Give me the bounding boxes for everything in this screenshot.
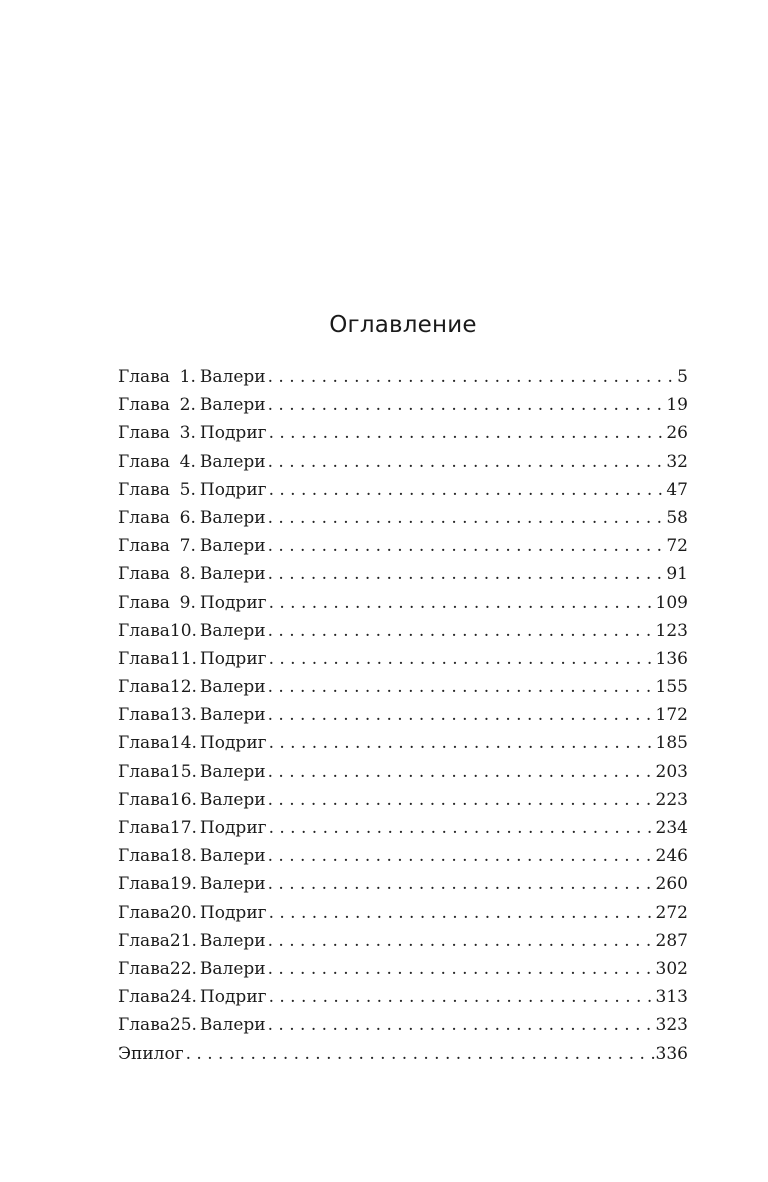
toc-entry-prefix: Глава	[118, 902, 170, 923]
toc-entry-number: 9.	[179, 592, 196, 613]
toc-entry-number: 22.	[169, 958, 197, 979]
toc-entry-label	[118, 617, 268, 645]
toc-entry-label	[118, 814, 269, 842]
toc-entry-prefix: Глава	[118, 761, 170, 782]
toc-entry-label	[118, 870, 268, 898]
toc-entry-name: Валери	[199, 507, 266, 528]
toc-entry-page: 185	[655, 733, 688, 754]
toc-entry	[118, 1011, 688, 1039]
toc-entry-label	[118, 532, 268, 560]
toc-entry-prefix: Глава	[118, 395, 170, 416]
toc-entry-name: Валери	[199, 705, 266, 726]
toc-entry-label	[118, 589, 269, 617]
toc-entry-name: Эпилог	[118, 1043, 184, 1064]
toc-leader-dots	[269, 729, 655, 757]
toc-entry-page: 287	[655, 930, 688, 951]
toc-entry-name: Подриг	[199, 423, 267, 444]
toc-entry-number: 13.	[169, 705, 197, 726]
toc-entry-number: 5.	[179, 479, 196, 500]
toc-entry-prefix: Глава	[118, 451, 170, 472]
toc-leader-dots	[186, 1040, 655, 1068]
toc-entry-prefix: Глава	[118, 874, 170, 895]
toc-entry-page: 5	[677, 367, 688, 387]
toc-entry-label	[118, 391, 268, 419]
toc-entry-name: Валери	[199, 395, 266, 416]
toc-entry	[118, 532, 688, 560]
toc-entry-prefix: Глава	[118, 592, 170, 613]
toc-leader-dots	[268, 701, 655, 729]
toc-entry-name: Валери	[199, 451, 266, 472]
toc-entry	[118, 983, 688, 1011]
toc-entry-name: Валери	[199, 536, 266, 557]
toc-entry-name: Подриг	[199, 733, 267, 754]
toc-entry-prefix: Глава	[118, 367, 170, 387]
toc-entry	[118, 419, 688, 447]
toc-entry	[118, 589, 688, 617]
toc-entry-name: Подриг	[199, 648, 267, 669]
toc-entry	[118, 1040, 688, 1068]
toc-entry-prefix: Глава	[118, 818, 170, 838]
toc-entry-label	[118, 645, 269, 673]
toc-entry	[118, 391, 688, 419]
toc-entry-prefix: Глава	[118, 930, 170, 951]
toc-entry-name: Валери	[199, 958, 266, 979]
toc-leader-dots	[268, 560, 666, 588]
toc-entry	[118, 955, 688, 983]
toc-leader-dots	[268, 870, 655, 898]
toc-title: Оглавление	[329, 312, 477, 338]
toc-entry-page: 72	[666, 536, 688, 557]
toc-entry-label	[118, 955, 268, 983]
toc-entry-label	[118, 758, 268, 786]
toc-leader-dots	[268, 758, 655, 786]
toc-entry	[118, 927, 688, 955]
toc-entry-label	[118, 899, 269, 927]
toc-entry-page: 234	[655, 818, 688, 838]
toc-entry-page: 313	[655, 987, 688, 1008]
toc-entry	[118, 786, 688, 814]
toc-entry-page: 32	[666, 451, 688, 472]
toc-entry-number: 24.	[169, 987, 197, 1008]
toc-entry	[118, 560, 688, 588]
toc-leader-dots	[269, 589, 655, 617]
toc-entry-name: Валери	[199, 1015, 266, 1036]
toc-entry-name: Валери	[199, 677, 266, 698]
toc-leader-dots	[268, 927, 655, 955]
toc-leader-dots	[268, 673, 655, 701]
toc-entry-number: 18.	[169, 846, 197, 867]
toc-entry	[118, 673, 688, 701]
toc-entry	[118, 476, 688, 504]
toc-entry-page: 109	[655, 592, 688, 613]
toc-entry-label	[118, 729, 269, 757]
toc-entry-page: 336	[655, 1043, 688, 1064]
toc-entry-page: 19	[666, 395, 688, 416]
toc-entry-prefix: Глава	[118, 733, 170, 754]
toc-entry-page: 203	[655, 761, 688, 782]
toc-entry	[118, 729, 688, 757]
toc-entry-prefix: Глава	[118, 507, 170, 528]
toc-entry-name: Валери	[199, 620, 266, 641]
toc-entry-prefix: Глава	[118, 789, 170, 810]
toc-entry-number: 12.	[169, 677, 197, 698]
toc-entry	[118, 645, 688, 673]
toc-entry-name: Валери	[199, 367, 266, 387]
toc-entry-page: 223	[655, 789, 688, 810]
toc-entry-name: Подриг	[199, 902, 267, 923]
toc-entry-prefix: Глава	[118, 536, 170, 557]
toc-entry	[118, 870, 688, 898]
toc-entry-prefix: Глава	[118, 677, 170, 698]
toc-entry	[118, 448, 688, 476]
toc-entry-prefix: Глава	[118, 987, 170, 1008]
toc-entry	[118, 363, 688, 391]
toc-entry-number: 4.	[179, 451, 196, 472]
toc-entry-number: 11.	[169, 648, 197, 669]
toc-entry-label	[118, 927, 268, 955]
toc-entry-number: 3.	[179, 423, 196, 444]
toc-entry-label	[118, 476, 269, 504]
toc-entry	[118, 842, 688, 870]
toc-leader-dots	[268, 391, 666, 419]
toc-entry-label	[118, 983, 269, 1011]
toc-entry-number: 19.	[169, 874, 197, 895]
toc-entry-page: 47	[666, 479, 688, 500]
toc-entry-number: 7.	[179, 536, 196, 557]
toc-entry-label	[118, 560, 268, 588]
toc-entry-page: 172	[655, 705, 688, 726]
toc-leader-dots	[269, 983, 655, 1011]
toc-entry-number: 6.	[179, 507, 196, 528]
toc-entry-name: Валери	[199, 789, 266, 810]
toc-entry-page: 246	[655, 846, 688, 867]
toc-leader-dots	[268, 363, 677, 391]
toc-leader-dots	[269, 419, 666, 447]
toc-entry-name: Валери	[199, 846, 266, 867]
toc-entry-name: Валери	[199, 761, 266, 782]
toc-leader-dots	[269, 645, 655, 673]
toc-entry	[118, 814, 688, 842]
toc-leader-dots	[268, 504, 666, 532]
toc-entry-number: 16.	[169, 789, 197, 810]
toc-entry-name: Подриг	[199, 592, 267, 613]
toc-entry-name: Подриг	[199, 479, 267, 500]
toc-entry-name: Валери	[199, 930, 266, 951]
toc-entry-number: 14.	[169, 733, 197, 754]
toc-leader-dots	[268, 842, 655, 870]
toc-entry-page: 323	[655, 1015, 688, 1036]
toc-entry-number: 25.	[169, 1015, 197, 1036]
toc-leader-dots	[268, 955, 655, 983]
toc-entry-number: 1.	[179, 367, 196, 387]
toc-entry-name: Валери	[199, 564, 266, 585]
toc-entry-page: 58	[666, 507, 688, 528]
toc-entry	[118, 758, 688, 786]
toc-entry-page: 302	[655, 958, 688, 979]
toc-entry-page: 272	[655, 902, 688, 923]
toc-entry-name: Подриг	[199, 818, 267, 838]
toc-entry-label	[118, 701, 268, 729]
toc-entry-label	[118, 419, 269, 447]
toc-entry-label	[118, 448, 268, 476]
toc-entry-name: Подриг	[199, 987, 267, 1008]
toc-entry-label	[118, 363, 268, 391]
toc-entry	[118, 701, 688, 729]
toc-entry	[118, 899, 688, 927]
toc-entry-prefix: Глава	[118, 648, 170, 669]
toc-entry-page: 136	[655, 648, 688, 669]
toc-entry	[118, 504, 688, 532]
toc-entry-page: 26	[666, 423, 688, 444]
toc-entry-prefix: Глава	[118, 620, 170, 641]
toc-entry	[118, 617, 688, 645]
toc-entry-label	[118, 1011, 268, 1039]
toc-entry-number: 10.	[169, 620, 197, 641]
toc-entry-page: 155	[655, 677, 688, 698]
toc-entry-number: 15.	[169, 761, 197, 782]
toc-entry-prefix: Глава	[118, 479, 170, 500]
toc-leader-dots	[268, 532, 666, 560]
toc-entry-label	[118, 842, 268, 870]
toc-entry-prefix: Глава	[118, 705, 170, 726]
toc-entry-label	[118, 786, 268, 814]
toc-entry-prefix: Глава	[118, 564, 170, 585]
toc-entry-label	[118, 673, 268, 701]
toc-entry-page: 123	[655, 620, 688, 641]
toc-leader-dots	[269, 476, 666, 504]
toc-leader-dots	[268, 1011, 655, 1039]
toc-entry-prefix: Глава	[118, 423, 170, 444]
toc-leader-dots	[268, 786, 655, 814]
toc-entry-label	[118, 1040, 186, 1068]
toc-entry-number: 20.	[169, 902, 197, 923]
toc-leader-dots	[268, 448, 666, 476]
toc-leader-dots	[269, 814, 655, 842]
toc-leader-dots	[269, 899, 655, 927]
toc-list	[118, 363, 688, 1068]
toc-entry-page: 260	[655, 874, 688, 895]
toc-entry-number: 17.	[169, 818, 197, 838]
toc-entry-prefix: Глава	[118, 1015, 170, 1036]
toc-entry-number: 2.	[179, 395, 196, 416]
toc-entry-number: 21.	[169, 930, 197, 951]
toc-leader-dots	[268, 617, 655, 645]
toc-entry-name: Валери	[199, 874, 266, 895]
toc-entry-page: 91	[666, 564, 688, 585]
toc-entry-number: 8.	[179, 564, 196, 585]
toc-entry-prefix: Глава	[118, 846, 170, 867]
toc-entry-prefix: Глава	[118, 958, 170, 979]
toc-entry-label	[118, 504, 268, 532]
